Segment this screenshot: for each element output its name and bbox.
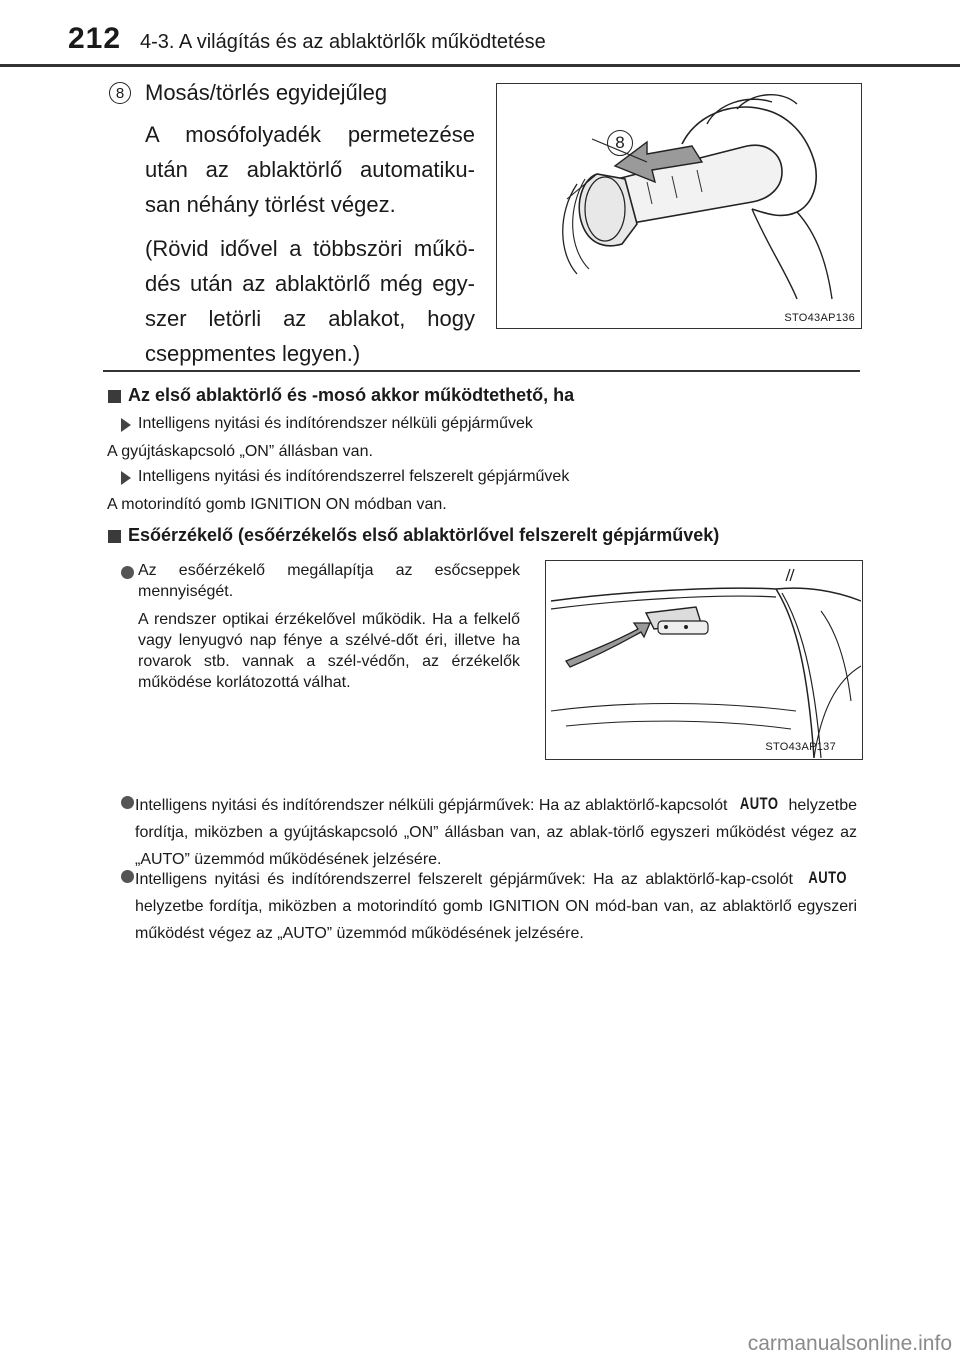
condition-2-label: Intelligens nyitási és indítórendszerrel felszerelt gépjárművek <box>138 468 570 485</box>
page-number: 212 <box>68 22 122 55</box>
round-bullet-icon <box>121 870 134 883</box>
round-bullet-icon <box>121 566 134 579</box>
section-divider <box>103 370 860 372</box>
rain-sensor-bullet-3-end: helyzetbe fordítja, miközben a motorindító gomb IGNITION ON mód-ban van, az ablaktörlő egyszeri működést végez az „AUTO” üzemmód működésének jelzésére. <box>135 898 857 942</box>
rain-sensor-bullet-3-start: Intelligens nyitási és indítórendszerrel felszerelt gépjárművek: Ha az ablaktörlő-kap-csolót <box>135 871 793 888</box>
conditions-heading: Az első ablaktörlő és -mosó akkor működtethető, ha <box>128 385 575 405</box>
figure-callout-badge <box>607 130 633 156</box>
item-description <box>145 117 475 371</box>
header-divider <box>0 64 960 67</box>
rain-sensor-heading: Esőérzékelő (esőérzékelős első ablaktörlővel felszerelt gépjárművek) <box>128 525 720 545</box>
heading-square-bullet <box>108 530 121 543</box>
heading-square-bullet <box>108 390 121 403</box>
auto-mode-icon: AUTO <box>739 794 779 813</box>
figure-callout-number: 8 <box>615 133 625 152</box>
auto-mode-icon: AUTO <box>808 868 847 887</box>
item-number-badge <box>109 82 131 104</box>
watermark: carmanualsonline.info <box>747 1332 952 1355</box>
condition-2-text: A motorindító gomb IGNITION ON módban van. <box>107 496 447 513</box>
rain-sensor-figure <box>545 560 863 760</box>
condition-1-label: Intelligens nyitási és indítórendszer nélküli gépjárművek <box>138 415 533 432</box>
arrow-bullet-icon <box>121 418 131 432</box>
windshield-illustration <box>546 561 861 758</box>
item-paragraph-2: (Rövid idővel a többszöri műkö-dés után az ablaktörlő még egy-szer letörli az ablakot, hogy cseppmentes legyen.) <box>145 236 475 366</box>
rain-sensor-bullet-2-end: helyzetbe fordítja, miközben a gyújtáskapcsoló „ON” állásban van, az ablak-törlő egyszeri működést végez az „AUTO” üzemmód működésének jelzésére. <box>135 797 857 868</box>
section-title: 4-3. A világítás és az ablaktörlők működtetése <box>140 31 546 53</box>
figure-code: STO43AP137 <box>765 741 836 753</box>
rain-sensor-bullet-1: Az esőérzékelő megállapítja az esőcseppek mennyiségét. <box>138 562 520 600</box>
rain-sensor-bullet-2-start: Intelligens nyitási és indítórendszer nélküli gépjárművek: Ha az ablaktörlő-kapcsolót <box>135 797 728 814</box>
rain-sensor-bullet-1-detail: A rendszer optikai érzékelővel működik. Ha a felkelő vagy lenyugvó nap fénye a szélvé-dőt éri, illetve ha rovarok stb. vannak a szél-védőn, az érzékelők működése korlátozottá válhat. <box>138 611 520 691</box>
item-title: Mosás/törlés egyidejűleg <box>145 80 388 105</box>
round-bullet-icon <box>121 796 134 809</box>
item-number: 8 <box>115 84 125 102</box>
condition-1-text: A gyújtáskapcsoló „ON” állásban van. <box>107 443 373 460</box>
wiper-lever-figure <box>496 83 862 329</box>
arrow-bullet-icon <box>121 471 131 485</box>
wiper-lever-illustration <box>497 84 860 327</box>
rain-sensor-bullet-3 <box>135 864 857 947</box>
rain-sensor-bullet-2 <box>135 790 857 873</box>
item-paragraph-1: A mosófolyadék permetezése után az ablaktörlő automatiku-san néhány törlést végez. <box>145 122 475 217</box>
figure-code: STO43AP136 <box>784 312 855 324</box>
